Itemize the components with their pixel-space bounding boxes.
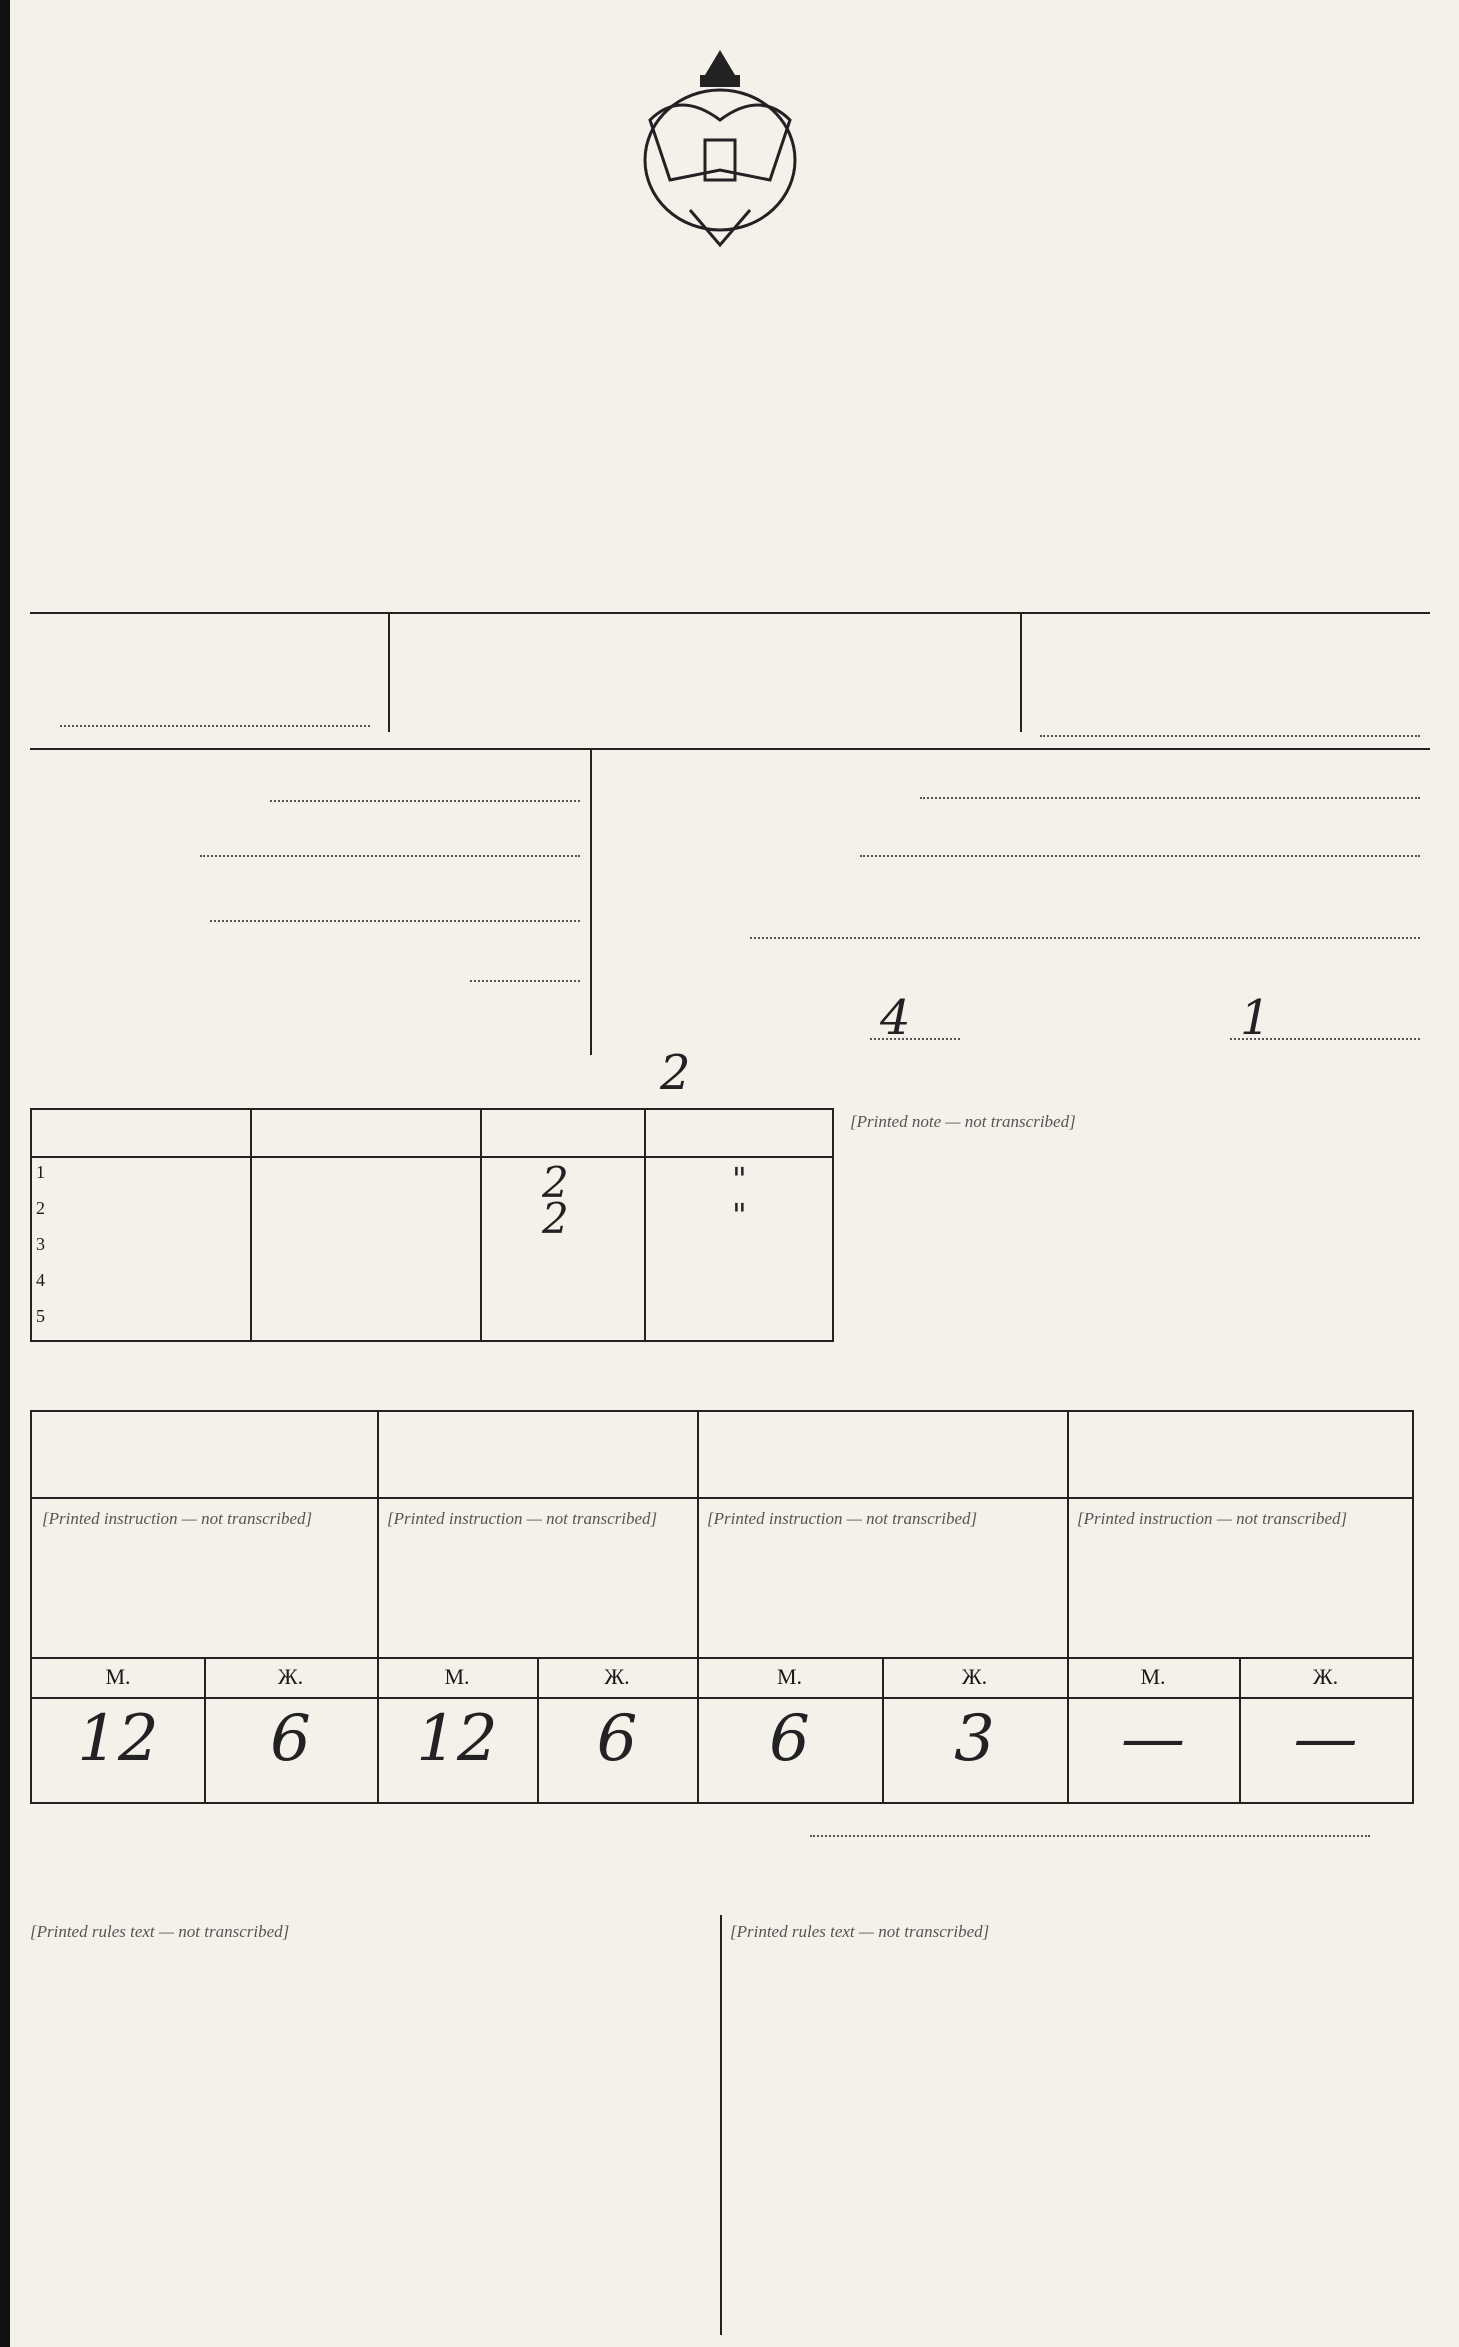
population-m-label-2: М. <box>444 1664 470 1689</box>
prigorod-underline <box>470 980 580 982</box>
population-col-1-female: 6 <box>270 1702 311 1776</box>
schetny-uchastok-underline <box>1230 1038 1420 1040</box>
population-head-rule <box>32 1497 1412 1499</box>
population-col-1-desc: [Printed instruction — not transcribed] <box>42 1509 313 1528</box>
uchastok-underline <box>210 920 580 922</box>
table-row <box>32 1264 832 1300</box>
population-desc-rule <box>32 1657 1412 1659</box>
row-apartments: 2 <box>542 1158 569 1207</box>
row-number: 5 <box>36 1306 45 1326</box>
row-apartments: 2 <box>542 1194 569 1243</box>
population-col-2-male: 12 <box>416 1702 498 1776</box>
population-table <box>30 1410 1414 1804</box>
table-row <box>32 1300 832 1336</box>
population-m-label-1: М. <box>105 1664 131 1689</box>
population-col-1-male: 12 <box>77 1702 159 1776</box>
gorod-underline <box>270 800 580 802</box>
population-mf-rule <box>32 1697 1412 1699</box>
population-col-4-female: — <box>1293 1702 1358 1776</box>
gorodskaya-chast-underline <box>200 855 580 857</box>
form-header-bottom-rule <box>30 748 1430 750</box>
form-title-left-rule <box>388 612 390 732</box>
population-m-label-4: М. <box>1140 1664 1166 1689</box>
row-number: 2 <box>36 1198 45 1218</box>
population-f-label-1: Ж. <box>277 1664 304 1689</box>
scan-left-edge <box>0 0 10 2347</box>
rules-right-column: [Printed rules text — not transcribed] <box>730 1922 990 1941</box>
row-number: 1 <box>36 1162 45 1182</box>
population-col-3-male: 6 <box>769 1702 810 1776</box>
rules-left-column: [Printed rules text — not transcribed] <box>30 1922 290 1941</box>
perepisnoy-uchastok-underline <box>870 1038 960 1040</box>
rules-column-divider <box>720 1915 722 2335</box>
schetny-uchastok-value: 1 <box>1240 990 1271 1046</box>
population-col-4-desc: [Printed instruction — not transcribed] <box>1077 1509 1348 1528</box>
uezd-underline <box>1040 735 1420 737</box>
perepisnoy-uchastok-value: 4 <box>880 990 911 1046</box>
table-row <box>32 1156 832 1207</box>
row-number: 4 <box>36 1270 45 1290</box>
ulitsa-underline <box>920 797 1420 799</box>
population-col-4-male: — <box>1121 1702 1185 1776</box>
buildings-table <box>30 1108 834 1342</box>
form-title-right-rule <box>1020 612 1022 732</box>
note-text: [Printed note — not transcribed] <box>850 1112 1076 1131</box>
table-row <box>32 1192 832 1243</box>
population-col-2-female: 6 <box>596 1702 638 1776</box>
population-m-label-3: М. <box>776 1664 803 1689</box>
population-f-label-2: Ж. <box>604 1664 630 1689</box>
dom-underline <box>860 855 1420 857</box>
population-col-2-desc: [Printed instruction — not transcribed] <box>387 1509 658 1528</box>
population-f-label-4: Ж. <box>1312 1664 1339 1689</box>
row-number: 3 <box>36 1234 45 1254</box>
form-header-top-rule <box>30 612 1430 614</box>
table-row <box>32 1228 832 1264</box>
population-f-label-3: Ж. <box>961 1664 988 1689</box>
gubernia-underline <box>60 725 370 727</box>
row-vacant: " <box>732 1196 747 1234</box>
row-vacant: " <box>732 1160 747 1198</box>
population-col-3-desc: [Printed instruction — not transcribed] <box>707 1509 978 1528</box>
kvartira-underline <box>750 937 1420 939</box>
form-fields-divider <box>590 750 592 1055</box>
population-col-3-female: 3 <box>954 1702 995 1776</box>
buildings-count: 2 <box>660 1045 691 1101</box>
signature-underline <box>810 1835 1370 1837</box>
coat-of-arms-emblem <box>620 30 820 260</box>
